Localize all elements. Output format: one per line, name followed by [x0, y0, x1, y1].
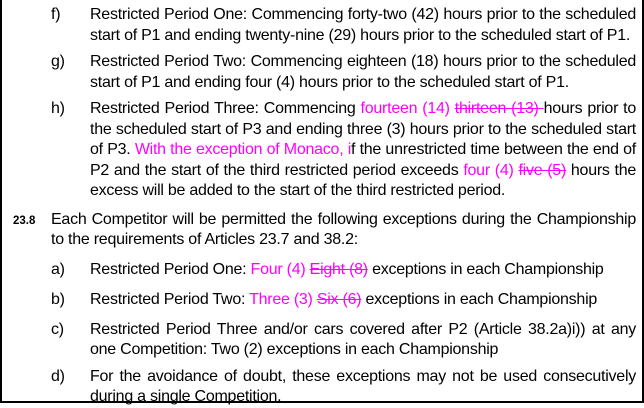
- deleted-text: five (5): [518, 161, 567, 179]
- item-g: [0, 52, 644, 93]
- item-label: g): [51, 53, 65, 70]
- item-f: [0, 5, 644, 46]
- deleted-text: Six (6): [316, 291, 362, 308]
- item-text: Restricted Period Three and/or cars covered after P2 (Article 38.2a)i)) at any one Competition: Two (2) exceptions in each Championship: [90, 320, 636, 358]
- item-b: [0, 290, 644, 311]
- item-label: a): [51, 260, 65, 278]
- inserted-text: Four (4): [250, 260, 306, 278]
- item-text: hours the excess will be added to the start of the third restricted period.: [90, 161, 637, 199]
- item-text: Restricted Period Two: Commencing eighteen (18) hours prior to the scheduled start of P1 and ending four (4) hours prior to the scheduled start of P1.: [90, 53, 636, 91]
- item-text: exceptions in each Championship: [361, 291, 598, 308]
- deleted-text: thirteen (13): [454, 100, 544, 117]
- inserted-text: With the exception of Monaco, i: [134, 141, 352, 158]
- item-a: [0, 260, 644, 281]
- item-text: For the avoidance of doubt, these exceptions may not be used consecutively during a single Competition.: [90, 367, 636, 405]
- item-text: Restricted Period Three: Commencing: [90, 100, 361, 117]
- item-label: d): [51, 367, 65, 385]
- item-text: Restricted Period One: Commencing forty-two (42) hours prior to the scheduled start of P1 and ending twenty-nine (29) hours prior to the scheduled start of P1.: [90, 6, 636, 44]
- item-d: [0, 367, 644, 408]
- item-h: [0, 99, 644, 202]
- section-23-8: [0, 210, 644, 251]
- inserted-text: fourteen (14): [360, 100, 450, 117]
- section-number: 23.8: [13, 214, 36, 227]
- inserted-text: four (4): [463, 161, 514, 179]
- item-text: hours prior to the scheduled start of P3 and ending three (3) hours prior to the scheduled start of P3.: [90, 100, 637, 158]
- item-text: exceptions in each Championship: [367, 260, 604, 278]
- item-label: c): [51, 320, 64, 338]
- item-label: b): [51, 291, 65, 308]
- item-label: h): [51, 100, 65, 117]
- deleted-text: Eight (8): [309, 260, 368, 278]
- inserted-text: Three (3): [249, 291, 313, 308]
- section-text: Each Competitor will be permitted the following exceptions during the Championship to the requirements of Articles 23.7 and 38.2:: [51, 210, 636, 248]
- item-text: Restricted Period Two:: [90, 291, 250, 308]
- item-label: f): [51, 6, 61, 23]
- item-c: [0, 320, 644, 361]
- item-text: f the unrestricted time between the end of P2 and the start of the third restricted period exceeds: [90, 141, 637, 179]
- item-text: Restricted Period One:: [90, 260, 251, 278]
